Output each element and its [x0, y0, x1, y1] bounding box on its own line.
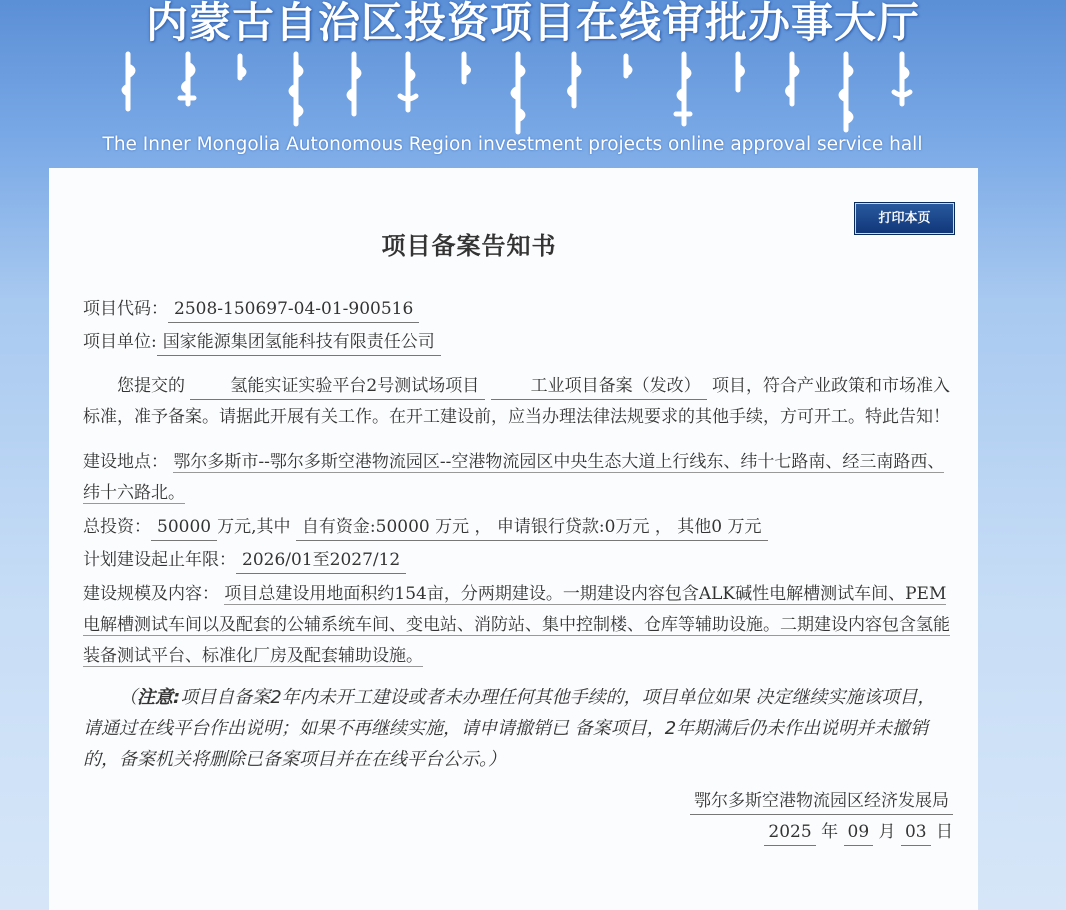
- scale-value: 项目总建设用地面积约154亩，分两期建设。一期建设内容包含ALK碱性电解槽测试车间、PEM电解槽测试车间以及配套的公辅系统车间、变电站、消防站、集中控制楼、仓库等辅助设施。二期建设内容包含氢能装备测试平台、标准化厂房及配套辅助设施。: [83, 584, 950, 666]
- date-row: [83, 818, 953, 847]
- notice-label: 注意:: [137, 687, 181, 708]
- document-paper: [49, 168, 978, 910]
- date-year: 2025: [764, 819, 815, 846]
- period-row: [83, 546, 953, 575]
- intro-text: 您提交的: [117, 376, 185, 396]
- month-unit: 月: [878, 822, 896, 842]
- approval-paragraph: [83, 371, 953, 433]
- record-type: 工业项目备案（发改）: [491, 373, 707, 400]
- banner-title: 内蒙古自治区投资项目在线审批办事大厅: [145, 0, 920, 47]
- project-code-value: 2508-150697-04-01-900516: [168, 296, 419, 323]
- document-title: 项目备案告知书: [381, 231, 557, 260]
- issuer-name: 鄂尔多斯空港物流园区经济发展局: [690, 788, 953, 815]
- project-code-label: 项目代码：: [83, 299, 168, 319]
- date-month: 09: [844, 819, 874, 846]
- investment-mid: 万元,其中: [217, 517, 291, 537]
- header-banner: [0, 0, 1066, 168]
- investment-label: 总投资：: [83, 517, 151, 537]
- project-code-row: [83, 295, 953, 324]
- day-unit: 日: [936, 822, 953, 842]
- project-unit-row: [83, 328, 953, 357]
- location-row: [83, 447, 953, 509]
- period-label: 计划建设起止年限：: [83, 550, 236, 570]
- date-day: 03: [901, 819, 931, 846]
- mongolian-script-logo: [118, 46, 918, 136]
- issuer-row: [83, 787, 953, 816]
- project-unit-value: 国家能源集团氢能科技有限责任公司: [157, 329, 441, 356]
- document-body: [83, 295, 953, 847]
- investment-detail: 自有资金:50000 万元 ， 申请银行贷款:0万元 ， 其他0 万元: [296, 514, 768, 541]
- print-button[interactable]: 打印本页: [854, 202, 955, 235]
- project-unit-label: 项目单位:: [83, 332, 157, 352]
- period-value: 2026/01至2027/12: [236, 547, 406, 574]
- banner-subtitle: The Inner Mongolia Autonomous Region investment projects online approval service hall: [102, 134, 923, 155]
- scale-row: [83, 579, 953, 672]
- notice-open: （: [119, 687, 137, 708]
- investment-row: [83, 513, 953, 542]
- project-name: 氢能实证实验平台2号测试场项目: [190, 373, 485, 400]
- location-value: 鄂尔多斯市--鄂尔多斯空港物流园区--空港物流园区中央生态大道上行线东、纬十七路南、经三南路西、纬十六路北。: [83, 452, 945, 503]
- intro-post-text: 项目，符合产业政策和市场准入标准，准予备案。请据此开展有关工作。在开工建设前，应当办理法律法规要求的其他手续，方可开工。特此告知！: [83, 376, 951, 427]
- location-label: 建设地点：: [83, 452, 168, 472]
- notice-paragraph: [83, 682, 953, 775]
- scale-label: 建设规模及内容：: [83, 584, 219, 604]
- year-unit: 年: [821, 822, 839, 842]
- investment-total: 50000: [151, 514, 217, 541]
- notice-text: 项目自备案2年内未开工建设或者未办理任何其他手续的，项目单位如果 决定继续实施该项目，请通过在线平台作出说明；如果不再继续实施，请申请撤销已 备案项目，2年期满后仍未作出说明并未撤销的，备案机关将删除已备案项目并在在线平台公示。）: [83, 687, 936, 770]
